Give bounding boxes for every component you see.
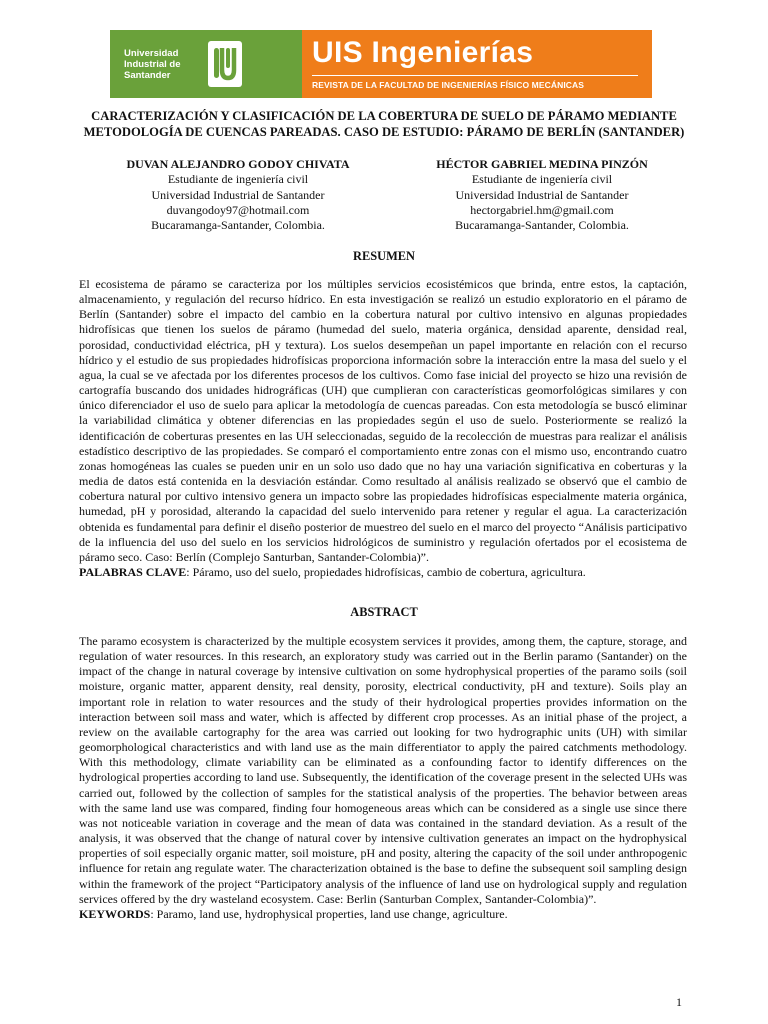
paper-title-line: CARACTERIZACIÓN Y CLASIFICACIÓN DE LA COBERTURA DE SUELO DE PÁRAMO MEDIANTE: [91, 109, 677, 123]
author-name: HÉCTOR GABRIEL MEDINA PINZÓN: [436, 157, 648, 171]
paper-title-line: METODOLOGÍA DE CUENCAS PAREADAS. CASO DE ESTUDIO: PÁRAMO DE BERLÍN (SANTANDER): [83, 125, 685, 139]
author-block-2: [412, 157, 672, 233]
journal-divider: [312, 75, 638, 76]
author-location: Bucaramanga-Santander, Colombia.: [455, 218, 629, 233]
journal-title: UIS Ingenierías: [312, 36, 534, 69]
author-email: duvangodoy97@hotmail.com: [166, 202, 310, 217]
author-affiliation: Universidad Industrial de Santander: [455, 187, 629, 202]
abstract-paragraph: [79, 634, 687, 922]
palabras-clave-text: : Páramo, uso del suelo, propiedades hidrofísicas, cambio de cobertura, agricultura.: [186, 564, 586, 579]
paper-title: [60, 108, 708, 140]
abstract-text: The paramo ecosystem is characterized by the multiple ecosystem services it provides, among them, the capture, storage, and regulation of water resources. In this research, an exploratory study was carried out in the Berlin paramo (Santander) on the impact of the change in natural coverage by intensive cultivation on some hydrophysical properties of the paramo soils (soil moisture, organic matter, apparent density, real density, porosity, electrical conductivity, pH and texture). Soils play an important role in relation to water resources and the study of their hydrological properties provides information on the interaction between soil mass and water, which is affected by different crop processes. As an initial phase of the project, a review on the available cartography for the area was carried out looking for two hydrographic units (UH) with similar geomorphological characteristics and with land use as the main differentiator to apply the paired catchments methodology. With this methodology, climate variability can be eliminated as a confounding factor to identify differences on the hydrological properties according to land use. Subsequently, the identification of the coverage present in the selected UHs was carried out, followed by the collection of samples for the statistical analysis of the properties. The behavior between areas with the same land use was compared, finding four homogeneous areas which can be considered as a single use since there was not noticeable variation in coverage and the mean of data was contained in the standard deviation. As a result of the analysis, it was observed that the change of natural cover by intensive cultivation generates an impact on the hydrophysical properties of soil especially organic matter, soil moisture, pH and posity, altering the capacity of the soil under anthropogenic influence for retain ang regulate water. The characterization obtained is the base to define the subsequent soil sampling design within the framework of the project “Participatory analysis of the influence of land use on hydrological supply and regulation services offered by the dry wasteland ecosystem. Case: Berlin (Santurban Complex, Santander-Colombia)”.: [79, 634, 687, 906]
university-name-line: Industrial de: [124, 58, 181, 70]
author-name: DUVAN ALEJANDRO GODOY CHIVATA: [126, 157, 350, 171]
resumen-text: El ecosistema de páramo se caracteriza por los múltiples servicios ecosistémicos que brinda, entre estos, la captación, almacenamiento, y regulación del recurso hídrico. En esta investigación se realizó un estudio exploratorio en el páramo de Berlín (Santander) sobre el impacto del cambio en la cobertura natural por cultivo intensivo en algunas propiedades hidrofísicas que tienen los suelos de páramo (humedad del suelo, materia orgánica, densidad aparente, densidad real, porosidad, conductividad eléctrica, pH y textura). Los suelos desempeñan un papel importante en relación con el recurso hídrico y el estudio de sus propiedades hidrofísicas proporciona información sobre la interacción entre la masa del suelo y el agua, la cual se ve afectada por los diferentes procesos de los cultivos. Como fase inicial del proyecto se hizo una revisión de cartografía buscando dos unidades hidrográficas (UH) que cumplieran con características geomorfológicas similares y con único diferenciador el uso de suelo para aplicar la metodología de cuencas pareadas. Con esta metodología se buscó eliminar la variabilidad climática y obtener diferencias en las propiedades según el uso de suelo. Posteriormente se realizó la identificación de coberturas presentes en las UH seleccionadas, seguido de la recolección de muestras para realizar el análisis estadístico descriptivo de las propiedades. Se comparó el comportamiento entre zonas con el mismo uso, encontrando cuatro zonas homogéneas las cuales se pueden unir en un solo uso dado que no hay una variación significativa en coberturas y la media de datos está contenida en la desviación estándar. Como resultado al análisis realizado se observó que el cambio de cobertura natural por cultivo intensivo genera un impacto sobre las propiedades hidrofísicas especialmente materia orgánica, humedad, pH y porosidad, alterando la capacidad del suelo intervenido para retener y regular el agua. La caracterización obtenida es fundamental para definir el diseño posterior de muestreo del suelo en el marco del proyecto “Análisis participativo de la influencia del uso del suelo en los servicios hidrológicos de suministro y regulación ofertados por el ecosistema de páramo seco. Caso: Berlín (Complejo Santurban, Santander-Colombia)”.: [79, 277, 687, 564]
journal-subtitle: REVISTA DE LA FACULTAD DE INGENIERÍAS FÍSICO MECÁNICAS: [312, 80, 585, 90]
author-affiliation: Universidad Industrial de Santander: [151, 187, 325, 202]
university-block: [110, 30, 302, 98]
author-location: Bucaramanga-Santander, Colombia.: [151, 218, 325, 233]
university-name: [124, 48, 194, 81]
author-email: hectorgabriel.hm@gmail.com: [470, 202, 614, 217]
keywords-label: KEYWORDS: [79, 906, 151, 921]
resumen-heading: RESUMEN: [353, 249, 415, 263]
journal-banner: [110, 30, 652, 98]
author-block-1: [108, 157, 368, 233]
palabras-clave-label: PALABRAS CLAVE: [79, 564, 187, 579]
journal-block: [302, 30, 652, 98]
uis-logo-icon: [208, 41, 242, 87]
abstract-heading: ABSTRACT: [350, 605, 418, 619]
keywords-text: : Paramo, land use, hydrophysical properties, land use change, agriculture.: [150, 906, 508, 921]
resumen-paragraph: [79, 277, 687, 580]
author-role: Estudiante de ingeniería civil: [167, 172, 309, 187]
author-role: Estudiante de ingeniería civil: [471, 172, 613, 187]
page-number: 1: [676, 995, 682, 1009]
university-name-line: Santander: [124, 69, 171, 81]
university-name-line: Universidad: [124, 47, 179, 59]
